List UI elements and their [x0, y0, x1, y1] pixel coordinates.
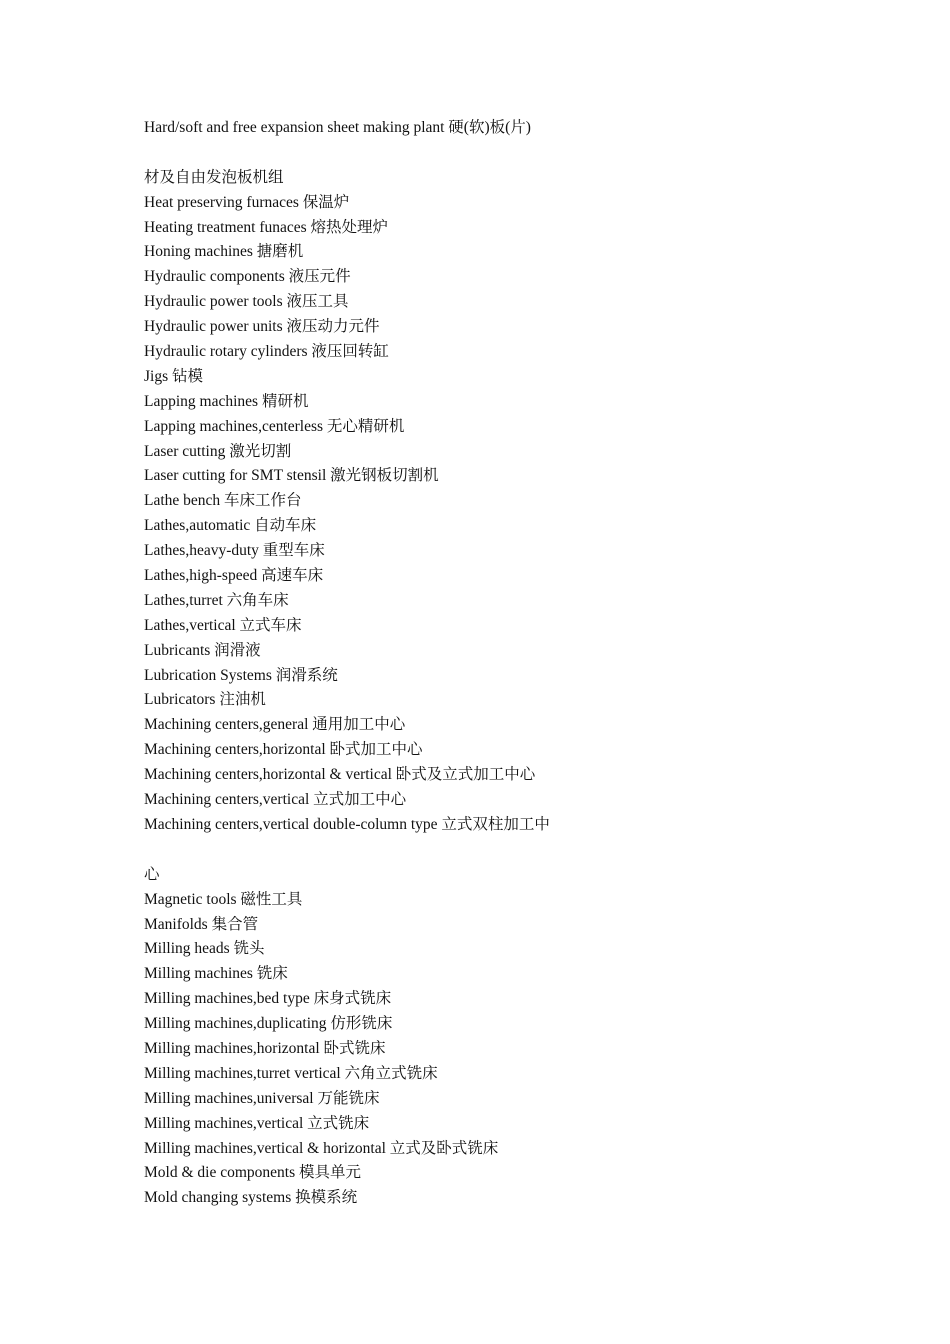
glossary-entry: Jigs 钻模 [144, 367, 203, 385]
glossary-entry: Milling machines,vertical & horizontal 立式及卧式铣床 [144, 1139, 499, 1157]
glossary-entry: Manifolds 集合管 [144, 915, 259, 933]
glossary-entry: Lathes,high-speed 高速车床 [144, 567, 324, 585]
glossary-entry: Honing machines 搪磨机 [144, 243, 304, 261]
glossary-entry: 心 [144, 865, 160, 883]
glossary-entry: Milling heads 铣头 [144, 940, 265, 958]
glossary-entry: Magnetic tools 磁性工具 [144, 890, 303, 908]
glossary-entry: Milling machines,turret vertical 六角立式铣床 [144, 1064, 438, 1082]
glossary-entry: Milling machines,bed type 床身式铣床 [144, 990, 392, 1008]
glossary-entry: Lapping machines 精研机 [144, 392, 309, 410]
glossary-entry: Lathe bench 车床工作台 [144, 492, 302, 510]
glossary-entry: Hard/soft and free expansion sheet making plant 硬(软)板(片) [144, 119, 531, 136]
glossary-entry: Heating treatment funaces 熔热处理炉 [144, 218, 389, 236]
glossary-entry: Milling machines,duplicating 仿形铣床 [144, 1015, 393, 1033]
glossary-entry: Lubricators 注油机 [144, 691, 266, 709]
glossary-entry: Milling machines,horizontal 卧式铣床 [144, 1039, 386, 1057]
glossary-entry: Laser cutting 激光切割 [144, 442, 292, 460]
glossary-entry: Laser cutting for SMT stensil 激光钢板切割机 [144, 467, 439, 485]
glossary-entry: Machining centers,vertical double-column type 立式双柱加工中 [144, 815, 550, 833]
glossary-entry: Machining centers,general 通用加工中心 [144, 716, 406, 734]
glossary-entry: Lubrication Systems 润滑系统 [144, 666, 338, 684]
glossary-entry: Lathes,automatic 自动车床 [144, 517, 317, 535]
glossary-list [144, 116, 844, 1211]
glossary-entry: Lathes,turret 六角车床 [144, 591, 289, 609]
glossary-entry: Machining centers,horizontal & vertical 卧式及立式加工中心 [144, 766, 536, 784]
glossary-entry: Machining centers,horizontal 卧式加工中心 [144, 741, 423, 759]
glossary-entry: Lubricants 润滑液 [144, 641, 261, 659]
glossary-entry: Milling machines 铣床 [144, 965, 288, 983]
glossary-entry: Mold & die components 模具单元 [144, 1164, 361, 1182]
glossary-entry: Lathes,vertical 立式车床 [144, 616, 302, 634]
glossary-entry: 材及自由发泡板机组 [144, 168, 284, 186]
glossary-entry: Hydraulic power tools 液压工具 [144, 293, 349, 311]
glossary-entry: Machining centers,vertical 立式加工中心 [144, 791, 407, 809]
glossary-entry: Milling machines,vertical 立式铣床 [144, 1114, 370, 1132]
glossary-entry: Hydraulic components 液压元件 [144, 268, 351, 286]
glossary-entry: Milling machines,universal 万能铣床 [144, 1089, 380, 1107]
glossary-entry: Lapping machines,centerless 无心精研机 [144, 417, 405, 435]
glossary-entry: Hydraulic power units 液压动力元件 [144, 318, 380, 336]
glossary-entry: Hydraulic rotary cylinders 液压回转缸 [144, 343, 389, 361]
glossary-entry: Heat preserving furnaces 保温炉 [144, 193, 350, 211]
glossary-entry: Lathes,heavy-duty 重型车床 [144, 542, 325, 560]
glossary-entry: Mold changing systems 换模系统 [144, 1189, 358, 1207]
